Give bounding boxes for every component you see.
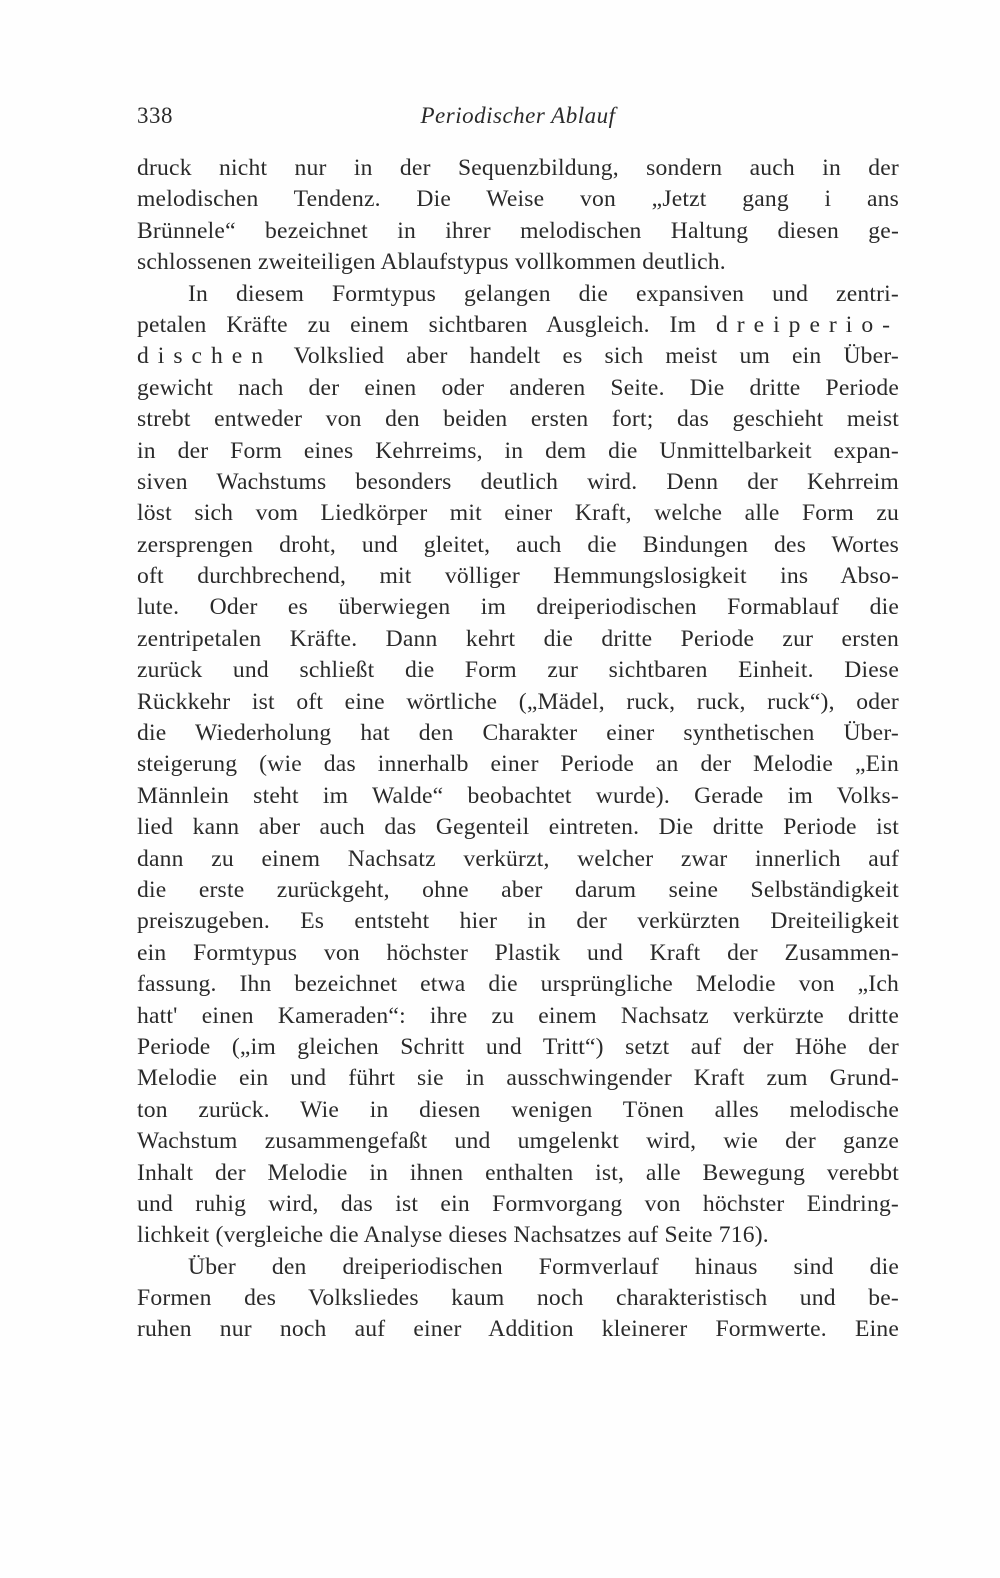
line-text: fassung. Ihn bezeichnet etwa die ursprüngliche Melodie von „Ich — [137, 971, 899, 998]
running-head — [137, 103, 899, 139]
text-line — [137, 530, 899, 561]
text-line — [137, 749, 899, 780]
text-line — [137, 1001, 899, 1032]
text-line — [137, 467, 899, 498]
line-text: die Wiederholung hat den Charakter einer synthetischen Über- — [137, 720, 899, 747]
line-text: Inhalt der Melodie in ihnen enthalten ist, alle Bewegung verebbt — [137, 1159, 899, 1186]
line-text: ein Formtypus von höchster Plastik und Kraft der Zusammen- — [137, 939, 899, 966]
line-text: Brünnele“ bezeichnet in ihrer melodischen Haltung diesen ge- — [137, 217, 899, 244]
text-line — [137, 1095, 899, 1126]
text-line — [137, 906, 899, 937]
line-text: dann zu einem Nachsatz verkürzt, welcher zwar innerlich auf — [137, 845, 899, 872]
line-text: preiszugeben. Es entsteht hier in der verkürzten Dreiteiligkeit — [137, 908, 899, 935]
running-title: Periodischer Ablauf — [420, 103, 616, 128]
text-line — [137, 718, 899, 749]
line-text: ruhen nur noch auf einer Addition kleinerer Formwerte. Eine — [137, 1316, 899, 1343]
line-text: zersprengen droht, und gleitet, auch die Bindungen des Wortes — [137, 531, 899, 558]
spaced-emphasis: dreiperio- — [715, 311, 899, 338]
line-text: oft durchbrechend, mit völliger Hemmungslosigkeit ins Abso- — [137, 563, 899, 590]
text-line — [137, 592, 899, 623]
line-text: Männlein steht im Walde“ beobachtet wurde). Gerade im Volks- — [137, 782, 899, 809]
text-line — [137, 279, 899, 310]
line-text: zentripetalen Kräfte. Dann kehrt die dritte Periode zur ersten — [137, 625, 899, 652]
line-text: Formen des Volksliedes kaum noch charakteristisch und be- — [137, 1285, 899, 1312]
line-text: löst sich vom Liedkörper mit einer Kraft, welche alle Form zu — [137, 500, 899, 527]
line-text: lied kann aber auch das Gegenteil eintreten. Die dritte Periode ist — [137, 814, 899, 841]
line-text: Melodie ein und führt sie in ausschwingender Kraft zum Grund- — [137, 1065, 899, 1092]
text-line — [137, 436, 899, 467]
text-line — [137, 1189, 899, 1220]
line-text: melodischen Tendenz. Die Weise von „Jetzt gang i ans — [137, 186, 899, 213]
line-text: strebt entweder von den beiden ersten fort; das geschieht meist — [137, 406, 899, 433]
line-text: und ruhig wird, das ist ein Formvorgang von höchster Eindring- — [137, 1190, 899, 1217]
text-line — [137, 184, 899, 215]
line-text: Rückkehr ist oft eine wörtliche („Mädel, ruck, ruck, ruck“), oder — [137, 688, 899, 715]
text-line — [137, 1314, 899, 1345]
line-text: in der Form eines Kehrreims, in dem die Unmittelbarkeit expan- — [137, 437, 899, 464]
line-text: lute. Oder es überwiegen im dreiperiodischen Formablauf die — [137, 594, 899, 621]
line-text: steigerung (wie das innerhalb einer Periode an der Melodie „Ein — [137, 751, 899, 778]
text-line — [137, 404, 899, 435]
line-text: Wachstum zusammengefaßt und umgelenkt wird, wie der ganze — [137, 1128, 899, 1155]
text-line — [137, 875, 899, 906]
line-text: lichkeit (vergleiche die Analyse dieses Nachsatzes auf Seite 716). — [137, 1222, 769, 1249]
line-text: die erste zurückgeht, ohne aber darum seine Selbständigkeit — [137, 876, 899, 903]
text-line — [137, 1158, 899, 1189]
text-line — [137, 216, 899, 247]
text-line — [137, 938, 899, 969]
line-text: zurück und schließt die Form zur sichtbaren Einheit. Diese — [137, 657, 899, 684]
text-line — [137, 1063, 899, 1094]
text-line — [137, 655, 899, 686]
page-number: 338 — [137, 103, 173, 128]
text-line — [137, 498, 899, 529]
line-text: gewicht nach der einen oder anderen Seite. Die dritte Periode — [137, 374, 899, 401]
text-line — [137, 1032, 899, 1063]
text-line — [137, 1126, 899, 1157]
text-line — [137, 1252, 899, 1283]
text-line — [137, 1220, 899, 1251]
line-text: Volkslied aber handelt es sich meist um ein Über- — [272, 343, 899, 370]
spaced-emphasis: dischen — [137, 343, 273, 370]
text-line — [137, 373, 899, 404]
text-line — [137, 624, 899, 655]
text-line — [137, 341, 899, 372]
text-line — [137, 247, 899, 278]
text-line — [137, 969, 899, 1000]
line-text: schlossenen zweiteiligen Ablaufstypus vollkommen deutlich. — [137, 249, 726, 276]
line-text: ton zurück. Wie in diesen wenigen Tönen alles melodische — [137, 1096, 899, 1123]
text-line — [137, 1283, 899, 1314]
text-line — [137, 781, 899, 812]
line-text: Über den dreiperiodischen Formverlauf hinaus sind die — [188, 1253, 899, 1280]
text-line — [137, 844, 899, 875]
line-text: siven Wachstums besonders deutlich wird. Denn der Kehrreim — [137, 468, 899, 495]
line-text: hatt' einen Kameraden“: ihre zu einem Nachsatz verkürzte dritte — [137, 1002, 899, 1029]
line-text: petalen Kräfte zu einem sichtbaren Ausgleich. Im — [137, 311, 716, 338]
text-line — [137, 153, 899, 184]
body-text — [137, 153, 899, 1346]
text-line — [137, 812, 899, 843]
line-text: druck nicht nur in der Sequenzbildung, sondern auch in der — [137, 155, 899, 181]
text-line — [137, 310, 899, 341]
line-text: In diesem Formtypus gelangen die expansiven und zentri- — [188, 280, 899, 307]
text-line — [137, 561, 899, 592]
line-text: Periode („im gleichen Schritt und Tritt“) setzt auf der Höhe der — [137, 1033, 899, 1060]
text-line — [137, 687, 899, 718]
